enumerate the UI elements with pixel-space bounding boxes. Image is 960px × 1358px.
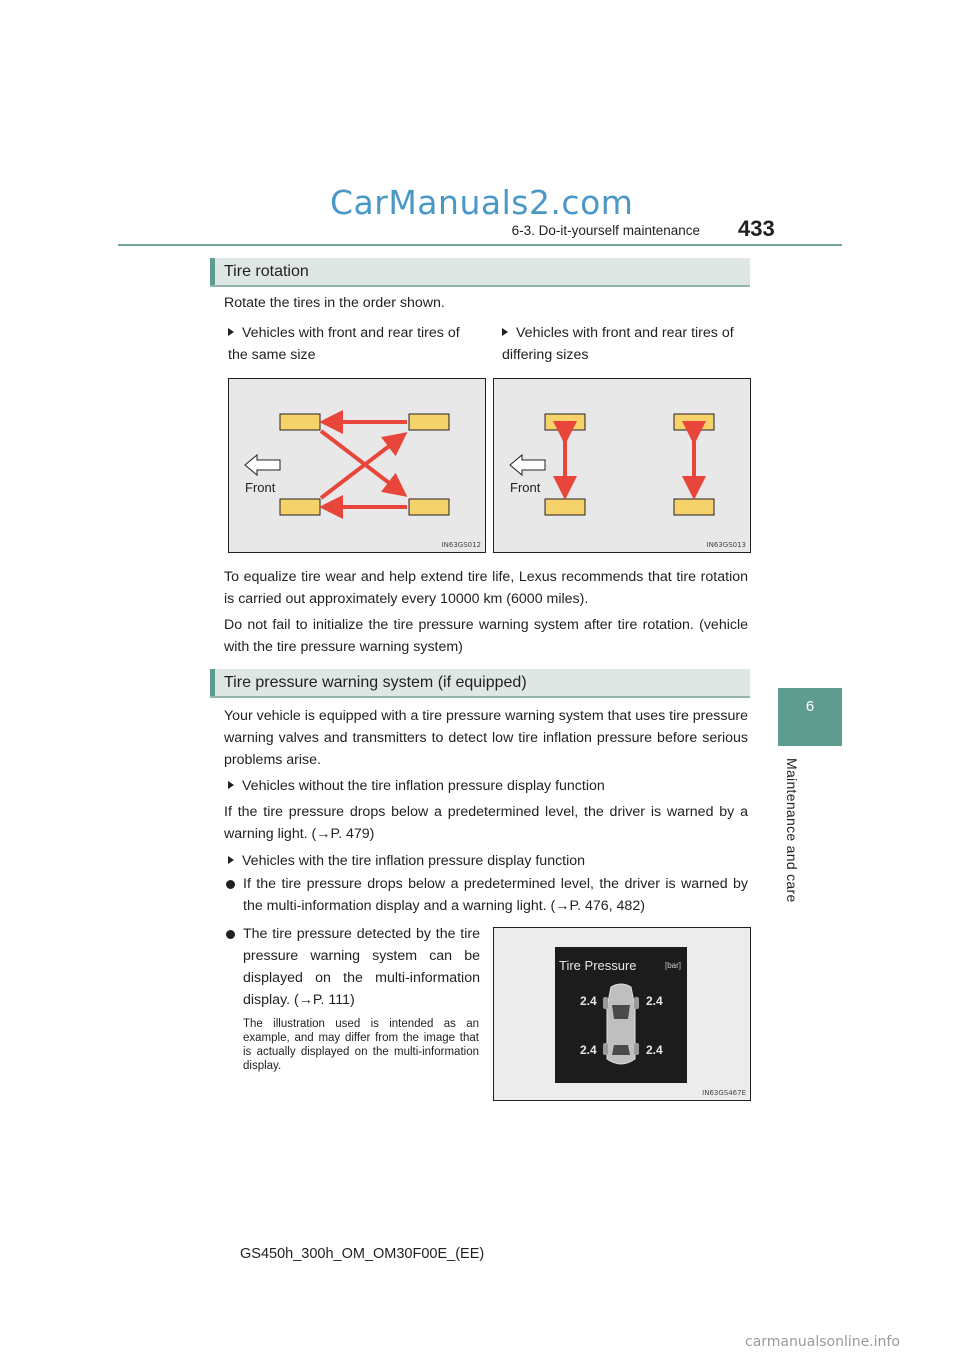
car-top-view-icon: [555, 947, 687, 1083]
tire-front-left-icon: [545, 414, 585, 430]
case-diff-label: Vehicles with front and rear tires of differing sizes: [502, 325, 734, 363]
case-same-size: [228, 322, 483, 366]
tpws-para-without: If the tire pressure drops below a predetermined level, the driver is warned by a warning light. (→P. 479): [224, 804, 748, 842]
arrow-rl-to-fr: [321, 437, 401, 498]
display-figure-code: IN63GS467E: [702, 1089, 746, 1097]
triangle-bullet-icon: [228, 856, 234, 864]
tire-rear-left-icon: [280, 499, 320, 515]
chapter-title: Maintenance and care: [784, 758, 800, 903]
watermark-bottom: carmanualsonline.info: [745, 1334, 900, 1350]
chapter-number: 6: [805, 698, 815, 715]
header-rule: [118, 244, 842, 246]
tire-front-right-icon: [409, 414, 449, 430]
triangle-bullet-icon: [502, 328, 508, 336]
rotation-diagram-diff-svg: [494, 379, 752, 554]
rotation-para-1: To equalize tire wear and help extend tire life, Lexus recommends that tire rotation is carried out approximately every 10000 km (6000 miles).: [224, 569, 748, 607]
section-bar-tpws: [210, 669, 750, 698]
front-label: Front: [245, 480, 276, 495]
rotation-diagram-diff: [493, 378, 751, 553]
rotation-diagram-same-svg: [229, 379, 487, 554]
illustration-note: The illustration used is intended as an example, and may differ from the image that is actually displayed on the multi-information display.: [243, 1018, 479, 1072]
case-without-label: Vehicles without the tire inflation pressure display function: [242, 778, 605, 794]
front-label: Front: [510, 480, 541, 495]
bullet-2-text: The tire pressure detected by the tire pressure warning system can be displayed on the multi-information display. (→P. 111): [243, 926, 480, 1008]
pressure-front-right: 2.4: [646, 994, 663, 1008]
tpws-bullet-2: [226, 923, 480, 1011]
running-header: 6-3. Do-it-yourself maintenance: [511, 223, 700, 238]
rotation-diagram-same: [228, 378, 486, 553]
section-title: Tire rotation: [224, 263, 309, 280]
triangle-bullet-icon: [228, 328, 234, 336]
tire-rear-left-icon: [545, 499, 585, 515]
case-with-display: [228, 850, 748, 872]
pressure-rear-left: 2.4: [580, 1043, 597, 1057]
diagram-code: IN63GS012: [441, 541, 481, 549]
arrow-fl-to-rr: [321, 431, 401, 492]
front-arrow-icon: [510, 455, 545, 475]
diagram-code: IN63GS013: [706, 541, 746, 549]
case-same-label: Vehicles with front and rear tires of the same size: [228, 325, 460, 363]
display-title: Tire Pressure: [559, 958, 637, 973]
tire-rear-right-icon: [674, 499, 714, 515]
front-arrow-icon: [245, 455, 280, 475]
rotation-intro: Rotate the tires in the order shown.: [224, 295, 445, 311]
tire-front-left-icon: [280, 414, 320, 430]
multi-info-display-screen: [555, 947, 687, 1083]
rotation-para-2: Do not fail to initialize the tire pressure warning system after tire rotation. (vehicle with the tire pressure warning system): [224, 617, 748, 655]
triangle-bullet-icon: [228, 781, 234, 789]
dot-bullet-icon: [226, 880, 235, 889]
tire-rear-right-icon: [409, 499, 449, 515]
chapter-tab[interactable]: [778, 688, 842, 746]
tpws-intro: Your vehicle is equipped with a tire pressure warning system that uses tire pressure warning valves and transmitters to detect low tire inflation pressure before serious problems arise.: [224, 708, 748, 768]
page-number: 433: [738, 216, 775, 241]
chapter-side-label: [776, 758, 816, 908]
pressure-rear-right: 2.4: [646, 1043, 663, 1057]
section-title: Tire pressure warning system (if equipped): [224, 674, 527, 691]
dot-bullet-icon: [226, 930, 235, 939]
section-bar-tire-rotation: [210, 258, 750, 287]
tire-pressure-display-figure: [493, 927, 751, 1101]
footer-model-code: GS450h_300h_OM_OM30F00E_(EE): [240, 1246, 485, 1262]
display-unit: [bar]: [664, 961, 681, 970]
tire-front-right-icon: [674, 414, 714, 430]
case-without-display: [228, 775, 748, 797]
case-with-label: Vehicles with the tire inflation pressure display function: [242, 853, 586, 869]
case-diff-size: [502, 322, 750, 366]
tpws-bullet-1: [226, 873, 748, 917]
pressure-front-left: 2.4: [580, 994, 597, 1008]
watermark-top: CarManuals2.com: [330, 183, 634, 222]
bullet-1-text: If the tire pressure drops below a predetermined level, the driver is warned by the multi-information display and a warning light. (→P. 476, 482): [243, 876, 748, 914]
